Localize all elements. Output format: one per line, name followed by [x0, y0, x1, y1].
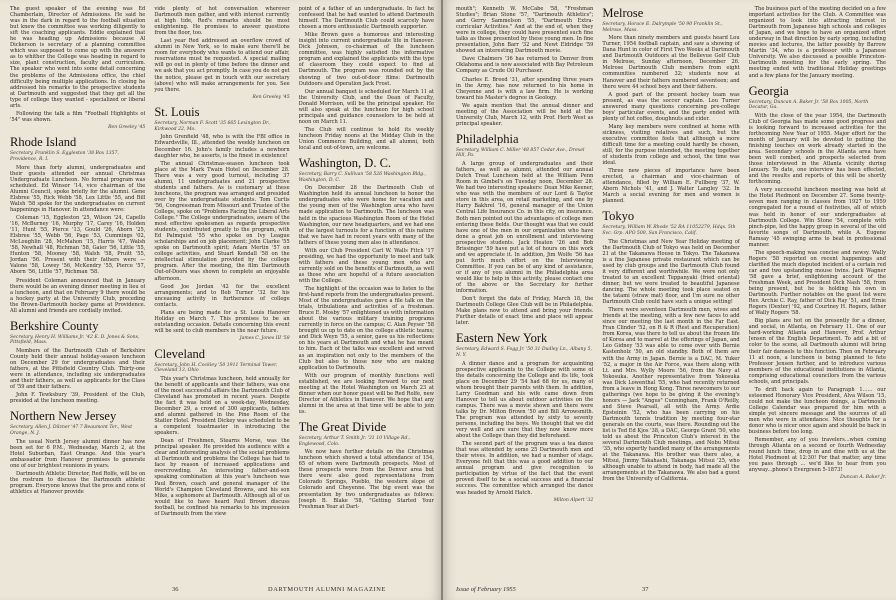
article-paragraph: Dartmouth Athletic Director, Red Rolfe, will be on the rostrum to discuss the Dartmouth athletic program. Everyone knows that the pros and cons of athletics at Hanover provide	[10, 470, 146, 495]
article-paragraph: This year's Christmas luncheon, held annually for the benefit of applicants and their fathers, was one of the most successful affairs the Dartmouth Club of Cleveland has promoted in recent years. Despite the fact it was held on a week-day, Wednesday, December 29, a crowd of 300 applicants, fathers and alumni gathered in the Pine Room of the Statler Hotel. President Dickey was scheduled to be a competent toastmaster in introducing the speakers.	[154, 375, 290, 437]
section-secretary: Secretary, Barry C. Sullivan '58 526 Washington Bldg., Washington, D. C.	[298, 172, 427, 183]
article-paragraph: Our annual banquet is scheduled for March 11 at the University Club, and the Dean of Faculty, Donald Morrison, will be the principal speaker. He will also speak at the luncheon for high school principals and guidance counselors to be held at noon on March 11.	[298, 88, 434, 125]
article-paragraph: A very successful luncheon meeting was held at the Hotel Piedmont on December 27. Some twenty-seven men ranging in classes from 1927 to 1959 congregated for a round of festivities, all of which was held in honor of our undergraduates at Dartmouth College. Win Stone '54, complete with pinch-pipe, led the happy group in several of the old favorite songs of Dartmouth, while A. Eugene Ramsay '45 swinging arms to beat in professional manner.	[748, 187, 886, 248]
article-paragraph: President Coleman announced that in January there would be an evening dinner meeting in lieu of a luncheon, and that on February 9 there would be a hockey party at the University Club, preceding the Brown-Dartmouth hockey game at Providence. All alumni and friends are cordially invited.	[10, 277, 146, 314]
article-paragraph: Dave Chalmers '36 has returned to Denver from Oklahoma and is now associated with Bay Petroleum Company as Crude Oil Purchaser.	[456, 56, 594, 75]
left-column-2	[154, 6, 289, 572]
article-paragraph: John Grenfield '48, who is with the FBI office in Edwardsville, Ill., attended the weekly luncheon on December 16. John's family includes a newborn daughter who, he asserts, is the finest in existence!	[154, 134, 290, 159]
section-heading-great-divide: The Great Divide	[298, 420, 387, 434]
page-gutter	[441, 0, 443, 600]
article-paragraph: We now have further details on the Christmas luncheon which showed a total attendance of 154, 65 of whom were Dartmouth prospects. Most of these prospects were from the Denver area but there were also good representations from Colorado Springs, Pueblo, the western slope of Colorado and Cheyenne. The big event was the presentation by two undergraduates as follows: Joseph B. Blake '58, "Getting Started Your Freshman Year at Dart-	[298, 449, 434, 510]
section-secretary: Secretary, Duncan A. Baker Jr. '58 Box 1005, North Decatur, Ga.	[748, 99, 869, 111]
article-paragraph: Don't forget the date of Friday, March 18, the Dartmouth College Glee Club will be in Philadelphia. Make plans now to attend and bring your friends. Further details of exact time and place will appear later.	[456, 296, 594, 327]
article-paragraph: The Club will continue to hold its weekly luncheon Friday noons at the Midday Club in the Union Commerce Building, and all alumni, both local and out-of-town, are welcome.	[298, 126, 434, 152]
left-column-3	[299, 6, 434, 572]
section-heading-washington-dc: Washington, D. C.	[298, 156, 392, 171]
article-paragraph: Three new pieces of importance have been erected, a chairman and vice-chairman of attendance, filled by William E. Fullberg '37, W. Abern Nichols '41, and J. Walter Langley '32. In March a social evening for men and women is planned.	[602, 168, 740, 205]
article-paragraph: The guest speaker of the evening was Ed Chamberlain, Director of Admissions. He said he was in the dark in regard to the football situation but knew the committee was working diligently to sift the coaching applicants. Eddie explained that he was heading up Admissions because Al Dickerson is secretary of a planning committee which was supposed to come up with the answers as to whither the College was heading in regard to size, plant construction, faculty and curriculum. The speaker who went into some detail concerning the problems of the Admissions office, the chief difficulty being multiple applications. In closing he addressed his remarks to the prospective students at Dartmouth and suggested that they get all the type of college they wanted - specialized or liberal arts.	[10, 6, 146, 109]
article-paragraph: We again mention that the annual dinner and meeting of the Association will be held at the University Club, March 12, with Prof. Herb West as principal speaker.	[456, 102, 594, 127]
article-paragraph: Plans are being made for a St. Louis Hanover Holiday on March 7. This promises to be an outstanding occasion. Details concerning this event will be sent to club members in the near future.	[154, 309, 290, 334]
section-secretary: Secretary, Edward S. Fogg Jr. '50 31 Dudley Ln., Albany 5, N. Y.	[456, 347, 592, 358]
section-heading-st-louis: St. Louis	[154, 105, 200, 120]
article-paragraph: Remember, any of you travelers...when coming through Atlanta on a second or fourth Wednesday round lunch time, drop in and dine with us at the Hotel Piedmont at 12:30! For that matter, any time you pass through ... we'd like to hear from you anyway...phone's Evergreen 5-1873!	[748, 437, 886, 474]
left-page	[0, 0, 442, 600]
article-paragraph: Members of the Dartmouth Club of Berkshire County held their annual holiday-season luncheon on December 29 for undergraduates and their fathers, at the Pittsfield Country Club. Thirty-one were in attendance, including six undergraduates and their fathers, as well as applicants for the Class of '59 and their fathers.	[10, 347, 146, 391]
article-paragraph: Charles E. Breed '31, after spending three years in the Army, has now returned to his home in Cheyenne and is with a law firm. He is working toward his Master's degree in Geology.	[456, 76, 594, 101]
article-paragraph: mouth"; Kenneth W. McCabe '58, "Freshman Studies"; Brian Stone '57, "Dartmouth Athletics"; and Gerry Sammelson '55, "Dartmouth Extra-curricular Activities." And at the end of, when they were in college, they could have presented such fine talks as those presented by these young men. In fine presentation, John Barr '32 and Newt Eldridge '59 showed an interesting Dartmouth movie.	[456, 6, 594, 55]
article-paragraph: With our program of monthly functions well established, we are looking forward to our next meeting at the Hotel Washington on March 23 at dinner when our honor guest will be Red Rolfe, new Director of Athletics in Hanover. We hope that any alumni in the area at that time will be able to join us.	[298, 372, 434, 415]
article-paragraph: A dinner dance and a program for acquainting prospective applicants to the College with some of the details concerning the College and its life, took place on December 29 '54 had 68 for us, many of whom brought their parents with them. In addition, Larry Goodman and his wife came down from Hanover to tell us about outdoor activities on the campus. There was a movie shown and there were talks by Dr. Milton Brown '50 and Bill Arrowsmith. The program was attended by sixty to seventy persons, including the boys. We thought that we did very well and are sure that they now know more about the College than they did beforehand.	[456, 360, 594, 440]
article-paragraph: More than forty alumni, undergraduates and their guests attended our annual Christmas Undergraduate Luncheon. No formal program was scheduled. Ed Winsor '14, vice chairman of the Alumni Council, spoke briefly for the alumni. Gene Elsbree '55, Rick Webb '58, Lex Little '55, and Bill Walsh '58 spoke for the undergraduates on current happenings in Hanover. In attendance were:	[10, 164, 146, 213]
section-heading-eastern-new-york: Eastern New York	[456, 331, 548, 346]
article-paragraph: Dean of Freshmen, Stearns Morse, was the principal speaker. He provided his audience with a clear and interesting analysis of the social problems at Dartmouth and problems the College has had to face by reason of increased applications and overcrowding. An interesting father-and-son speaking combination at this year's luncheon was Paul Brown, coach and general manager of the World's Champion Cleveland Browns, and his son Mike, a sophomore at Dartmouth. Although all of us would like to have heard Paul Brown discuss football, he confined his remarks to his impression of Dartmouth from the view	[154, 438, 290, 517]
issue-date: Issue of February 1955	[456, 586, 516, 593]
article-paragraph: There were seventeen Dartmouth men, wives and friends at the meeting, with a few new faces to add since our meeting the last month in the Far East. Fran Clinder '52, on R & R (Rest and Recuperation) from Korea, was there to tell us about the frozen life of Korea and to marvel at the offerings of Japan, and Leo Gidney '53 was able to come over with Bernie Kastenholz '50, an old standby. Both of them are with the Army in Japan. Bernie is a DAC, M. Yuker '52, a major in the Air Force, was there along with Lt. and Mrs. Wylly Moore '56, from the Navy at Yokosuka. Another representative from Yokosuka was Dick Lowenthal '55, who had recently returned from a leave in Hong Kong. Three newcomers to our gatherings (we hope to be giving it the evening's honors — Jack "Angus" Cunningham, Frank O'Reilly, and Steve Pearsall, all with the Army. Ardie Epsteinin '52, who has been carrying on his Dartmouth tennis tradition by meeting four-star generals on the courts, was there. Rounding out the list is Ted Ed Kjos '38, a DAC, George Grant '50, who told us about the Princeton Club's interest in the several Dartmouth Club meetings, and Nobu Mitsui '35, who expertly handled many of the arrangements at the Takanawa. His brother was there also, a Mitsui, Jimmy Takahashi, Takanaga Mitsui '25, who although unable to attend in body, had made all the arrangements at the Takanawa. We also had a guest from the University of California.	[602, 307, 740, 483]
section-secretary: Secretary, Horace E. Dalrymple '50 90 Franklin St., Melrose, Mass.	[602, 22, 723, 33]
section-heading-berkshire-county: Berkshire County	[10, 318, 99, 333]
article-paragraph: Big plans are hot on the presently for a dinner, and social, in Atlanta, on February 11. One of our hard-working Atlanta and Hanover, Prof. Arthur Jensen of the English Department. To add a bit of color to the scene, all Dartmouth alumni will bring their fair damsels to this function. Then on February 11 at noon, a luncheon is being planned to fete Professor Jensen further, and to introduce various members of the educational institutions in Atlanta, comprising educational councilors from the various schools, and principals.	[748, 318, 886, 385]
article-paragraph: With our Club President Carl W. Walls Fitch '17 presiding, we had the opportunity to meet and talk with fathers and these young men who are currently sold on the benefits of Dartmouth, as well as those who are hopeful of a future association with the College.	[298, 247, 434, 284]
article-paragraph: The highlight of the occasion was to listen to the first-hand reports from the undergraduates present. Most of the undergraduates gave a file talk on the trials, tribulations and activities of a freshman. Bruce E. Mosby '57 enlightened us with information about the various military training programs currently in force on the campus; C. Alan Peyser '58 brought us up to date on the college athletic teams; and Dick Weyn '55, a senior, gave us his reflections on his years at Dartmouth and what he has meant to him. Each of the talks was excellent and served as an inspiration not only to the members of the Club but also to those now who are making application to Dartmouth.	[298, 286, 434, 371]
article-paragraph: John F. Tewksbury '39, President of the Club, presided at the luncheon meeting.	[10, 392, 146, 405]
article-signature: Ren Greeley '45	[252, 94, 290, 100]
section-heading-philadelphia: Philadelphia	[456, 131, 519, 146]
section-secretary: Secretary, Henry H. Williams Jr. '42 E. D. Jones & Sons, Pittsfield, Mass.	[10, 334, 140, 346]
article-paragraph: Following the talk a film "Football Highlights of '54" was shown.	[10, 110, 146, 123]
article-paragraph: A good part of the present hockey team was present, as was the soccer captain. Lou Turner answered many questions concerning pre-college boys' particular events, and the party ended with plenty of hot coffee, doughnuts and cider.	[602, 91, 740, 122]
section-heading-tokyo: Tokyo	[602, 209, 635, 224]
section-heading-melrose: Melrose	[602, 6, 644, 20]
section-secretary: Secretary, Allen J. Dilzner '47 7 Beaumont Ter., West Orange, N. J.	[10, 425, 133, 436]
right-page-columns	[456, 6, 886, 572]
section-secretary: Secretary, Franklin S. Eggleston '38 Box 1357, Providence, R. I.	[10, 151, 119, 163]
section-secretary: Secretary, Arthur T. Smith Jr. '31 10 Village Rd., Englewood, Colo.	[298, 436, 411, 447]
article-paragraph: On December 28 the Dartmouth Club of Washington held its annual luncheon to honor the undergraduates who were home for vacation and the young men of the Washington area who have made application to Dartmouth. The luncheon was held in the spacious Washington Room of the Hotel Washington, our new headquarters, and we had one of the largest turnouts for a function of this nature that we have had in recent years with many of the fathers of these young men also in attendance.	[298, 185, 434, 246]
section-heading-georgia: Georgia	[748, 83, 789, 98]
article-signature: Milton Alpert '32	[553, 497, 594, 503]
article-paragraph: With the close of the year 1954, the Dartmouth Club of Georgia has made some good progress and is looking forward to increased activities for the forthcoming New Year of 1955. Major effort for the month of January will be devoted to putting the finishing touches on work already started in the area. Secondary schools in the Atlanta area have been well combed, and prospects selected from those interviewed in the Atlanta vicinity during January. To date, one interview has been effected, and the results and reports of this will be shortly forthcoming.	[748, 112, 886, 186]
magazine-title: DARTMOUTH ALUMNI MAGAZINE	[268, 586, 386, 593]
right-column-3	[749, 6, 886, 572]
article-paragraph: A large group of undergraduates and their fathers, as well as alumni, attended our annual Dutch Treat Luncheon held at the William Penn Room in Gimbel's on Tuesday noon, December 28. We had two interesting speakers: Dean Mike Keener, who was with the members of our Lord & Taylor store in this area, on retail marketing, and one by Harry Bakhrel '16, general manager of the Union Central Life Insurance Co. in this city, on insurance. Both men pointed out the advantages of college men entering these fields. Our thought was that we could have one of the men in our organization who have done a great job on enrollment and interviewing prospective students. Jack Heaton '26 and Bob Brissinger '59 have put a lot of hours on this work and we appreciate it. In addition, Jim Wolfe '56 has put forth much effort on the Interviewing Committee. If you can be of any kind of assistance, or if any of you alumni in the Philadelphia area would like to help in this activity, please contact one of the above or the Secretary for further information.	[456, 161, 594, 295]
article-paragraph: The speech-making was concise and newsy. Wally Rogers '58 reported on recent happenings and clarified the much disputed incident of a certain red car and two upstanding mouse twins. Jack Wagner '58 gave a brief, enlightening account of the Freshman Week, and President Dick Nash '58, from being present, but he is holding his own in Dartmouth. Further notables on the guest list were Rev. Archie C. Ray, father of Dick Ray '51, and Ernie Rogers (Dexter) '92, and Courtney H. Rogers, father of Wally Rogers '58.	[748, 249, 886, 317]
right-column-1	[456, 6, 593, 572]
article-paragraph: Many key members were confined at home with sickness, visiting relatives and such, but the executive committee feels that although a more difficult time for a meeting could hardly be chosen, still, for the purpose intended, the meeting together of students from college and school, the time was ideal.	[602, 123, 740, 167]
section-heading-rhode-island: Rhode Island	[10, 135, 77, 150]
article-paragraph: Last year Red addressed an overflow crowd of alumni in New York, so to make sure there'll be room for everybody who wants to attend our affair, reservations must be requested. A special mailing will go out in plenty of time before the dinner and we ask that you act promptly. In case you do not get the notice, please get in touch with our secretary (above) who will make arrangements for you. See you there.	[154, 38, 290, 93]
article-paragraph: The annual Christmas-season luncheon took place at the Mark Twain Hotel on December 28. There was a very good turnout, including 37 alumni, 11 undergraduates and 21 prospective students and fathers. As is customary at these luncheons, the program was arranged and presided over by the undergraduate students. Tom Curtis '56, Congressman from Missouri and Trustee of the College, spoke on "Problems Facing the Liberal Arts College." The College undergraduates, aware of the most effective spokesmen as regards prospective students, contributed greatly to the program, with Ed Palmquist '55 who spoke on Ivy League scholarships and on job placement; John Clarke '55 spoke on Dartmouth spirit; Adam Mertin '57 on college activities, and Stuart Kendall '58 on the intellectual stimulation provided by the college program. After the meeting, the film Dartmouth Out-of-Doors was shown to complete an enjoyable afternoon.	[154, 160, 290, 282]
right-page	[442, 0, 896, 600]
article-paragraph: Good Joe Jordan '42 for the excellent arrangements; and to Bob Turner '32 for his unceasing activity in furtherance of college contacts.	[154, 283, 290, 308]
section-secretary: Secretary, John H. Cockley '50 1911 Terminal Tower, Cleveland 13, Ohio	[154, 362, 278, 374]
article-signature: Ren Greeley '45	[108, 124, 146, 130]
article-paragraph: The Christmas and New Year Holiday meeting of the Dartmouth Club of Tokyo was held on December 21 at the Takanawa House in Tokyo. The Takanawa is a fine Japanese private restaurant which can be used by club groups and the Dartmouth Club found it very different and worthwhile. We were not only treated to an excellent Teppanyaki (fried oriental) dinner, but we were treated to beautiful Japanese dancing. The whole meeting took place seated on the tatami (straw mat) floor, and I'm sure no other Dartmouth Club could have such a unique setting!	[602, 238, 740, 306]
article-paragraph: The usual North Jersey alumni dinner has now been set for 6 P.M., Wednesday, March 2, at the Hotel Suburban, East Orange. And this year's ambassador from Hanover promises to generate one of our brightest reunions in years.	[10, 438, 146, 469]
article-paragraph: The second part of the program was a tea dance that was attended by some 25 Dartmouth men and their wives. In addition, we had a number of stags. Everyone felt that this was a good addition to our annual program and give recognition to participation by virtue of the fact that the event proved itself to be a social success and a financial success. The committee which arranged the dance was headed by Arnold Hatch.	[456, 441, 594, 496]
left-page-columns	[10, 6, 434, 572]
section-secretary: Secretary, Norman F. Scott '35 665 Lexington Dr., Kirkwood 22, Mo.	[154, 121, 271, 132]
article-paragraph: Coleman '15, Eggleston '25, Wilson '24, Capello '16, McBurney '16, Murphy '17, Carey '16, Holden '11, Hunt '55, Pierce '13, Gould '26, Aborn '25, Elsbree '55, Webb '56, Page '53, Cummings '02, McLoughlin '28, McMahon '15, Harris '47, Walsh '58, Newhall '48, Richman '58, Gaier '56, Little '55, Hunton '58, Mooney '58, Walsh '58, Pruitt '55, Jordan '56. Present with their fathers were — Valone '58, Lowey '56, McKendry '55, Pierce '57, Aborn '56, Little '57, Richman '58.	[10, 215, 146, 276]
article-paragraph: The business part of the meeting decided on a few important activities for the Club. A Committee was organized to look into attracting interest in Dartmouth from Japanese high schools and colleges of Japan, and we hope to have an organized effort underway in that direction by early spring, including movies and lectures, the latter possibly by Barrow Martin '34, who is a professor with a Japanese University. We also discussed a possible Princeton-Dartmouth meeting for the early spring. The meeting ended with traditional Holiday greetings and a few plans for the January meeting.	[748, 6, 886, 79]
article-paragraph: vide plenty of hot conversation wherever Dartmouth men gather, and with interest currently at high tide, Red's remarks should be most enlightening. He promises to answer questions from the floor, too.	[154, 6, 290, 37]
section-secretary: Secretary, William C. Miller '48 857 Cedar Ave., Drexel Hill, Pa.	[456, 147, 585, 159]
right-column-2	[602, 6, 739, 572]
article-signature: James C. Jones III '58	[239, 335, 290, 341]
page-number: 36	[172, 586, 179, 593]
section-heading-northern-new-jersey: Northern New Jersey	[10, 409, 117, 424]
section-secretary: Secretary, William W. Rhode '52 RA 11052279, Hdqs. 5th Svc. Grp. APO 500, San Francisco, Calif.	[602, 225, 736, 237]
article-paragraph: More than ninety members and guests heard Lou Turner, 1954 football captain, and saw a showing of Dana Hunt in color of First Two Weeks at Dartmouth and Dartmouth Outdoors at the Bellevue Golf Club in Melrose, Sunday afternoon, December 26. Melrose Dartmouth Club members from eight communities numbered 32; students now at Hanover and their fathers numbered seventeen; and there were 44 school boys and their fathers.	[602, 35, 740, 90]
article-paragraph: To drift back again to Paragraph 1...... our esteemed Honorary Vice President, Alva Wilson '15, could not make the luncheon doings, a Dartmouth College Calendar was prepared for him with a simple yet sincere message and the sources of all men who were in attendance. Nice thoughts for a donor who is nicer once again and should be back in business before too long.	[748, 386, 886, 436]
page-number: 37	[642, 586, 649, 593]
article-paragraph: Mike Brown gave a humorous and interesting insight into current undergraduate life in Hanover. Dick Johnson, co-chairman of the luncheon committee, was highly satisfied the informative program and explained the applicants with the type of classroom they could expect to find at Dartmouth. The program was rounded out by the showing of two out-of-door films: Dartmouth Outdoors and Operation Jack Frost.	[298, 32, 434, 87]
article-signature: Duncan A. Baker Jr.	[840, 475, 886, 481]
left-column-1	[10, 6, 145, 572]
article-paragraph: point of a father of an undergraduate. In fact he confessed that he had wanted to attend Dartmouth himself. The Dartmouth Club could scarcely have chosen a more enthusiastic Dartmouth supporter.	[298, 6, 434, 31]
section-heading-cleveland: Cleveland	[154, 346, 206, 361]
